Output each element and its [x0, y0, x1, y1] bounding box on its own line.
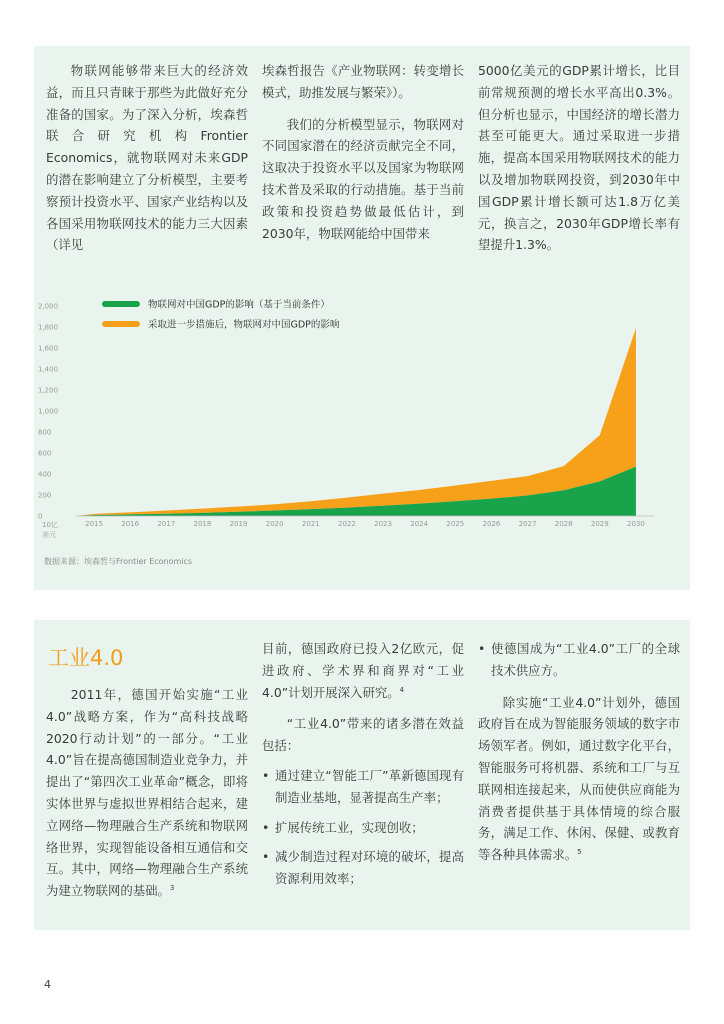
bottom-panel — [34, 620, 690, 930]
benefit-item-3: • 减少制造过程对环境的破坏，提高资源利用效率； — [262, 846, 464, 890]
intro-paragraph-2-continued: 埃森哲报告《产业物联网：转变增长模式，助推发展与繁荣》）。 — [262, 63, 464, 100]
area-series-2 — [76, 328, 636, 516]
legend-swatch-2 — [102, 321, 140, 327]
benefit-item-4: • 使德国成为“工业4.0”工厂的全球技术供应方。 — [478, 638, 680, 682]
intro-paragraph-3-continued: 5000亿美元的GDP累计增长，比目前常规预测的增长水平高出0.3%。但分析也显示，中国经济的增长潜力甚至可能更大。通过采取进一步措施，提高本国采用物联网技术的能力以及增加物联网投资，到2030年中国GDP累计增长额可达1.8万亿美元，换言之，2030年GDP增长率有望提升1.3%。 — [478, 63, 680, 253]
section-paragraph-2 — [262, 638, 464, 703]
gdp-impact-chart — [34, 294, 690, 584]
x-tick-label: 2029 — [590, 520, 609, 528]
benefit-item-1: • 通过建立“智能工厂”革新德国现有制造业基地，显著提高生产率； — [262, 765, 464, 809]
footnote-ref-4: 4 — [399, 685, 405, 694]
intro-column-2 — [262, 60, 464, 244]
y-tick-label: 200 — [38, 491, 52, 500]
x-tick-label: 2023 — [374, 520, 392, 528]
intro-paragraph-3: 我们的分析模型显示，物联网对不同国家潜在的经济贡献完全不同，这取决于投资水平以及国家为物联网技术普及采取的行动措施。基于当前政策和投资趋势做最低估计，到2030年，物联网能给中国带来 — [262, 116, 464, 241]
y-tick-label: 400 — [38, 470, 52, 479]
x-tick-label: 2016 — [121, 520, 140, 528]
legend-label-1: 物联网对中国GDP的影响（基于当前条件） — [148, 299, 330, 311]
section-title: 工业4.0 — [48, 646, 124, 670]
section-paragraph-1-text: 2011年，德国开始实施“工业4.0”战略方案，作为“高科技战略2020行动计划”的一部分。“工业4.0”旨在提高德国制造业竞争力，并提出了“第四次工业革命”概念，即将实体世界与虚拟世界相结合起来，建立网络—物理融合生产系统和物联网络世界，实现智能设备相互通信和交互。其中，网络—物理融合生产系统为建立物联网的基础。 — [46, 687, 248, 899]
y-tick-label: 0 — [38, 512, 43, 521]
x-tick-label: 2019 — [229, 520, 248, 528]
footnote-ref-3: 3 — [169, 884, 175, 893]
section-paragraph-4 — [478, 692, 680, 866]
section-paragraph-3: “工业4.0”带来的诸多潜在效益包括： — [262, 716, 464, 754]
intro-column-1 — [46, 60, 248, 256]
x-tick-label: 2028 — [554, 520, 573, 528]
y-axis-unit-label: 10亿美元 — [42, 521, 58, 539]
page-number: 4 — [44, 978, 51, 991]
section-paragraph-1 — [46, 684, 248, 902]
gdp-impact-chart-svg — [34, 294, 690, 584]
x-tick-label: 2024 — [410, 520, 429, 528]
x-tick-label: 2017 — [157, 520, 176, 528]
y-tick-label: 1,600 — [38, 344, 59, 353]
x-tick-label: 2027 — [518, 520, 537, 528]
x-tick-label: 2026 — [482, 520, 501, 528]
benefit-list — [262, 765, 464, 890]
y-tick-label: 800 — [38, 428, 52, 437]
x-tick-label: 2030 — [627, 520, 645, 528]
x-tick-label: 2025 — [446, 520, 465, 528]
y-tick-label: 600 — [38, 449, 52, 458]
y-tick-label: 2,000 — [38, 302, 59, 311]
top-panel — [34, 46, 690, 590]
y-tick-label: 1,400 — [38, 365, 59, 374]
x-tick-label: 2021 — [301, 520, 320, 528]
section-paragraph-4-text: 除实施“工业4.0”计划外，德国政府旨在成为智能服务领域的数字市场领军者。例如，通过数字化平台，智能服务可将机器、系统和工厂与互联网相连接起来，从而使供应商能为消费者提供基于具体情境的综合服务，满足工作、休闲、保健、或教育等各种具体需求。 — [478, 694, 680, 863]
intro-column-3 — [478, 60, 680, 256]
section-column-3 — [478, 638, 680, 866]
y-tick-label: 1,000 — [38, 407, 59, 416]
chart-source-note: 数据来源：埃森哲与Frontier Economics — [44, 557, 193, 566]
y-tick-label: 1,200 — [38, 386, 59, 395]
x-tick-label: 2020 — [265, 520, 284, 528]
x-tick-label: 2018 — [193, 520, 212, 528]
x-tick-label: 2015 — [85, 520, 103, 528]
x-tick-label: 2022 — [338, 520, 356, 528]
benefit-list-continued — [478, 638, 680, 682]
legend-label-2: 采取进一步措施后，物联网对中国GDP的影响 — [148, 319, 340, 331]
footnote-ref-5: 5 — [577, 848, 582, 857]
y-tick-label: 1,800 — [38, 323, 59, 332]
intro-paragraph-1: 物联网能够带来巨大的经济效益，而且只青睐于那些为此做好充分准备的国家。为了深入分析，埃森哲联合研究机构Frontier Economics，就物联网对未来GDP的潜在影响建立了分析模型，主要考察预计投资水平、国家产业结构以及各国采用物联网技术的能力三大因素（详见 — [46, 63, 248, 253]
section-column-2 — [262, 638, 464, 890]
benefit-item-2: • 扩展传统工业，实现创收； — [262, 817, 464, 839]
section-paragraph-2-text: 目前，德国政府已投入2亿欧元，促进政府、学术界和商界对“工业4.0”计划开展深入研究。 — [262, 641, 464, 700]
section-column-1 — [46, 684, 248, 902]
legend-swatch-1 — [102, 301, 140, 307]
